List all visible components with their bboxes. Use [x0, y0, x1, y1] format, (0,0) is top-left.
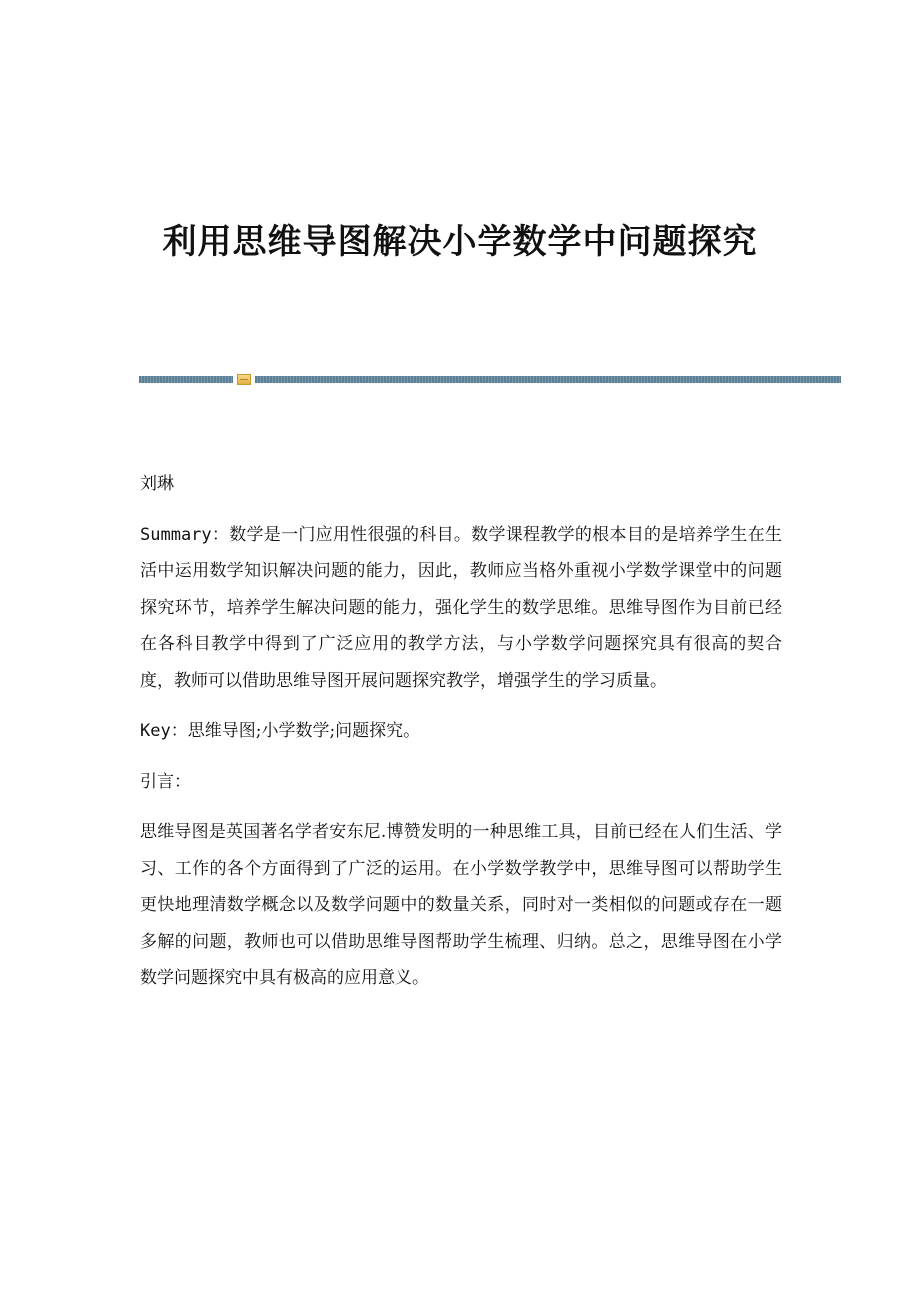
title-divider: [139, 374, 841, 386]
author-name: 刘琳: [140, 474, 174, 494]
keywords-paragraph: [140, 713, 782, 750]
keywords-text: 思维导图;小学数学;问题探究。: [187, 721, 421, 741]
article-body: [140, 466, 782, 1011]
divider-bar-right: [255, 376, 841, 383]
page-title: 利用思维导图解决小学数学中问题探究: [162, 222, 758, 262]
summary-label: Summary：: [140, 524, 230, 545]
summary-text: 数学是一门应用性很强的科目。数学课程教学的根本目的是培养学生在生活中运用数学知识解决问题的能力，因此，教师应当格外重视小学数学课堂中的问题探究环节，培养学生解决问题的能力，强化学生的数学思维。思维导图作为目前已经在各科目教学中得到了广泛应用的教学方法，与小学数学问题探究具有很高的契合度，教师可以借助思维导图开展问题探究教学，增强学生的学习质量。: [140, 524, 782, 691]
intro-heading: 引言：: [140, 771, 191, 792]
divider-bar-left: [139, 376, 233, 383]
intro-paragraph: 思维导图是英国著名学者安东尼.博赞发明的一种思维工具，目前已经在人们生活、学习、工作的各个方面得到了广泛的运用。在小学数学教学中，思维导图可以帮助学生更快地理清数学概念以及数学问题中的数量关系，同时对一类相似的问题或存在一题多解的问题，教师也可以借助思维导图帮助学生梳理、归纳。总之，思维导图在小学数学问题探究中具有极高的应用意义。: [140, 822, 782, 988]
keywords-label: Key：: [140, 721, 188, 741]
summary-paragraph: [140, 517, 782, 700]
envelope-icon: [237, 374, 251, 385]
